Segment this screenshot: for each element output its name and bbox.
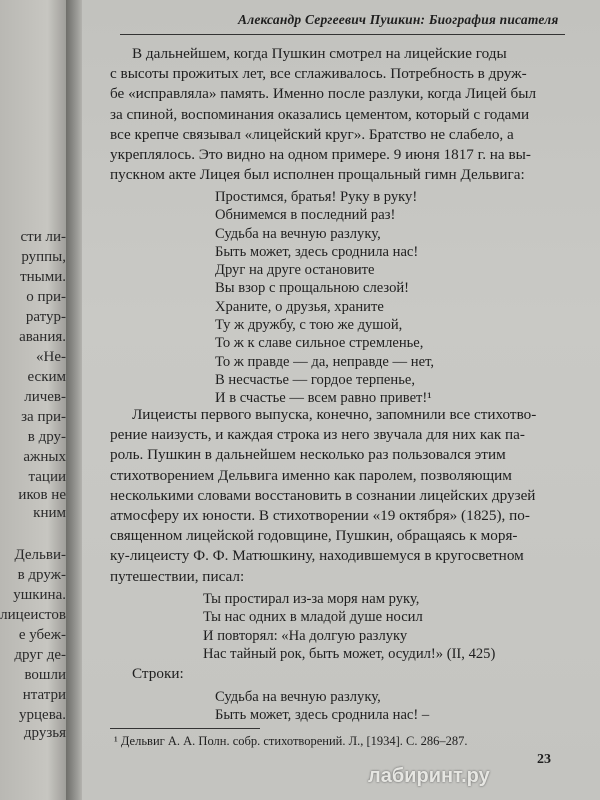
left-page-fragment: Дельви- xyxy=(14,547,66,563)
left-page-fragment: руппы, xyxy=(21,249,66,265)
verse-line: То ж к славе сильное стремленье, xyxy=(215,335,424,352)
verse-line: Друг на друге остановите xyxy=(215,262,375,279)
right-page xyxy=(82,0,600,800)
text-line: укреплялось. Это видно на одном примере. 9 июня 1817 г. на вы- xyxy=(110,146,531,164)
verse-hymn xyxy=(215,188,434,408)
page-number: 23 xyxy=(537,752,551,767)
verse-line: И в счастье — всем равно привет!¹ xyxy=(215,390,432,407)
text-line: бе «исправляла» память. Именно после разлуки, когда Лицей был xyxy=(110,85,537,103)
text-line: В дальнейшем, когда Пушкин смотрел на лицейские годы xyxy=(132,45,507,62)
header-rule xyxy=(120,34,565,35)
verse-line: Судьба на вечную разлуку, xyxy=(215,689,381,705)
left-page-fragment: друзья xyxy=(23,725,66,741)
verse-line: Нас тайный рок, быть может, осудил!» (II, 425) xyxy=(203,645,496,662)
watermark: лабиринт.ру xyxy=(368,765,490,787)
text-line: за спиной, воспоминания оказались цементом, который с годами xyxy=(110,105,530,123)
left-page-fragment: кним xyxy=(33,505,66,521)
verse-line: И повторял: «На долгую разлуку xyxy=(203,627,408,644)
footnote: ¹ Дельвиг А. А. Полн. собр. стихотворений. Л., [1934]. С. 286–287. xyxy=(114,734,468,748)
left-page-fragment: «Не- xyxy=(36,349,66,365)
verse-line: Ту ж дружбу, с тою же душой, xyxy=(215,317,403,334)
text-line: Строки: xyxy=(132,665,184,682)
verse-line: Простимся, братья! Руку в руку! xyxy=(215,189,418,205)
left-page-fragment: ратур- xyxy=(25,309,66,325)
text-line: путешествии, писал: xyxy=(110,567,245,585)
verse-line: Быть может, здесь сроднила нас! xyxy=(215,243,419,260)
left-page-edge xyxy=(0,0,68,800)
text-line: с высоты прожитых лет, все сглаживалось. Потребность в друж- xyxy=(110,65,527,83)
verse-line: Ты простирал из-за моря нам руку, xyxy=(203,591,420,607)
verse-line: То ж правде — да, неправде — нет, xyxy=(215,353,435,370)
text-line: роль. Пушкин в дальнейшем несколько раз пользовался этим xyxy=(110,446,506,464)
left-page-fragment: лицеистов xyxy=(0,607,66,623)
left-page-fragment: вошли xyxy=(24,667,66,683)
verse-line: Судьба на вечную разлуку, xyxy=(215,225,381,242)
left-page-fragment: ажных xyxy=(23,449,66,465)
left-page-fragment: еским xyxy=(27,369,66,385)
verse-october-19 xyxy=(203,590,495,663)
text-line: священном лицейской годовщине, Пушкин, обращаясь к моря- xyxy=(110,527,518,545)
text-line: Лицеисты первого выпуска, конечно, запомнили все стихотво- xyxy=(132,406,537,423)
left-page-fragment: в дру- xyxy=(27,429,66,445)
left-page-fragment: е убеж- xyxy=(18,627,66,643)
left-page-fragment: личев- xyxy=(24,389,66,405)
verse-quote xyxy=(215,688,429,725)
left-page-fragment: о при- xyxy=(26,289,66,305)
strokes-label xyxy=(110,664,563,684)
left-page-fragment: иков не xyxy=(18,487,66,503)
text-line: стихотворением Дельвига именно как паролем, позволяющим xyxy=(110,466,512,484)
text-line: атмосферу их юности. В стихотворении «19 октября» (1825), по- xyxy=(110,507,530,525)
verse-line: В несчастье — гордое терпенье, xyxy=(215,371,415,388)
text-line: рение наизусть, и каждая строка из него звучала для них как па- xyxy=(110,426,525,444)
left-page-fragment: тными. xyxy=(20,269,66,285)
text-line: несколькими словами восстановить в сознании лицейских друзей xyxy=(110,486,536,504)
left-page-fragment: авания. xyxy=(19,329,66,345)
paragraph-1 xyxy=(110,44,563,185)
left-page-fragment: нтатри xyxy=(22,687,66,703)
left-page-fragment: сти ли- xyxy=(20,229,66,245)
left-page-fragment: за при- xyxy=(21,409,66,425)
text-line: пускном акте Лицея был исполнен прощальный гимн Дельвига: xyxy=(110,166,525,184)
paragraph-2 xyxy=(110,405,563,587)
left-page-fragment: тации xyxy=(28,469,66,485)
text-line: все крепче связывал «лицейский круг». Братство не слабело, а xyxy=(110,125,514,143)
verse-line: Быть может, здесь сроднила нас! – xyxy=(215,707,430,724)
left-page-fragment: урцева. xyxy=(19,707,66,723)
left-page-fragment: друг де- xyxy=(14,647,66,663)
footnote-rule xyxy=(110,728,260,729)
left-page-fragment: в друж- xyxy=(17,567,66,583)
verse-line: Ты нас одних в младой душе носил xyxy=(203,609,423,626)
left-page-fragment: ушкина. xyxy=(13,587,66,603)
verse-line: Храните, о друзья, храните xyxy=(215,298,384,315)
verse-line: Вы взор с прощальною слезой! xyxy=(215,280,410,297)
verse-line: Обнимемся в последний раз! xyxy=(215,207,396,224)
running-head: Александр Сергеевич Пушкин: Биография писателя xyxy=(238,12,559,27)
text-line: ку-лицеисту Ф. Ф. Матюшкину, находившемуся в кругосветном xyxy=(110,547,524,565)
